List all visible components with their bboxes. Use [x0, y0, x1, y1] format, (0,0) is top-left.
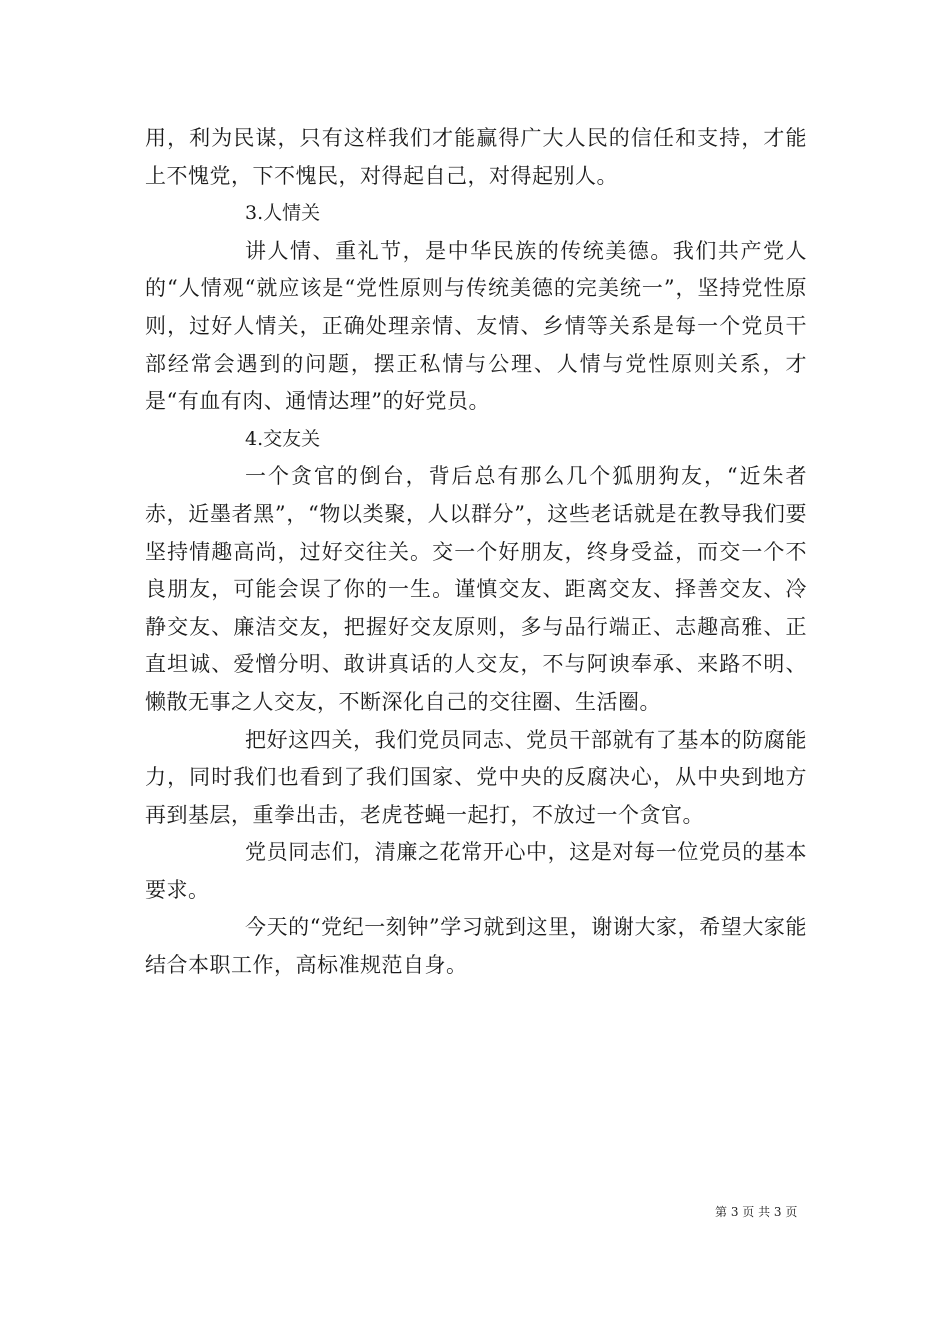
- page-number-footer: 第 3 页 共 3 页: [715, 1205, 798, 1219]
- section-heading-jiaoyou: 4.交友关: [245, 427, 321, 450]
- paragraph-jiaoyou: 一个贪官的倒台，背后总有那么几个狐朋狗友，“近朱者赤，近墨者黑”，“物以类聚，人以群分”，这些老话就是在教导我们要坚持情趣高尚，过好交往关。交一个好朋友，终身受益，而交一个不良朋友，可能会误了你的一生。谨慎交友、距离交友、择善交友、冷静交友、廉洁交友，把握好交友原则，多与品行端正、志趣高雅、正直坦诚、爱憎分明、敢讲真话的人交友，不与阿谀奉承、来路不明、懒散无事之人交友，不断深化自己的交往圈、生活圈。: [145, 464, 807, 714]
- section-heading-renqing: 3.人情关: [245, 202, 321, 225]
- paragraph-closing: 今天的“党纪一刻钟”学习就到这里，谢谢大家，希望大家能结合本职工作，高标准规范自身。: [145, 915, 807, 978]
- paragraph-requirement: 党员同志们，清廉之花常开心中，这是对每一位党员的基本要求。: [145, 840, 807, 902]
- paragraph-continuation: 用，利为民谋，只有这样我们才能赢得广大人民的信任和支持，才能上不愧党，下不愧民，对得起自己，对得起别人。: [145, 126, 807, 188]
- document-body: [145, 120, 807, 985]
- paragraph-four-gates: 把好这四关，我们党员同志、党员干部就有了基本的防腐能力，同时我们也看到了我们国家、党中央的反腐决心，从中央到地方再到基层，重拳出击，老虎苍蝇一起打，不放过一个贪官。: [145, 727, 807, 827]
- paragraph-renqing: 讲人情、重礼节，是中华民族的传统美德。我们共产党人的“人情观“就应该是“党性原则与传统美德的完美统一”，坚持党性原则，过好人情关，正确处理亲情、友情、乡情等关系是每一个党员干部经常会遇到的问题，摆正私情与公理、人情与党性原则关系，才是“有血有肉、通情达理”的好党员。: [145, 238, 807, 414]
